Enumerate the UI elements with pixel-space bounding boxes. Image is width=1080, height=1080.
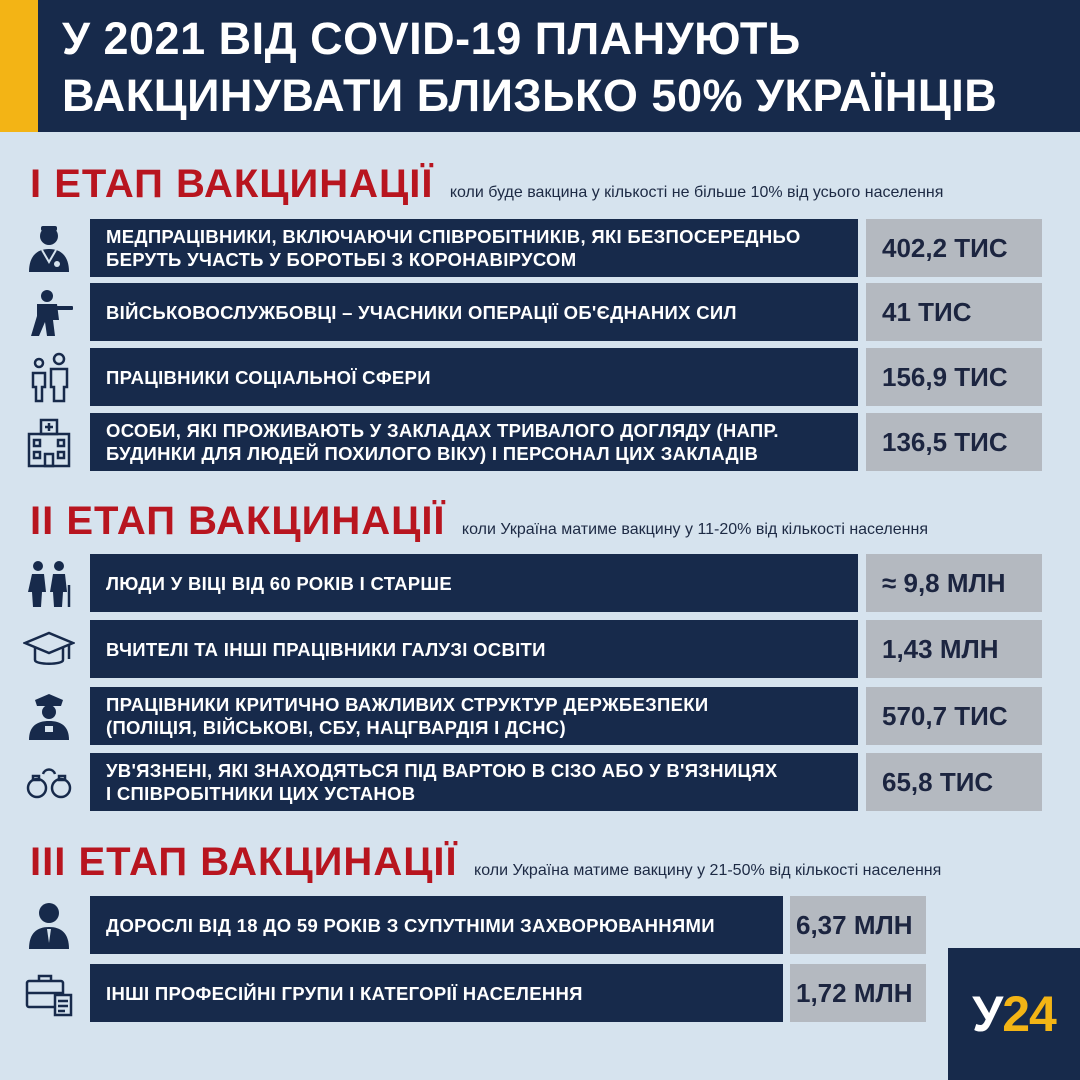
police-officer-icon [20, 689, 78, 743]
stage-1-note: коли буде вакцина у кількості не більше 10% від усього населення [449, 184, 944, 201]
stage-1-row-1 [0, 219, 1080, 277]
stage-1-title: І ЕТАП ВАКЦИНАЦІЇ [30, 162, 434, 206]
row-label-line-1: ДОРОСЛІ ВІД 18 ДО 59 РОКІВ З СУПУТНІМИ ЗАХВОРЮВАННЯМИ [106, 914, 715, 936]
row-label [90, 283, 858, 341]
header-banner [0, 0, 1080, 132]
u24-logo [948, 948, 1080, 1080]
stage-2-row-3 [0, 687, 1080, 745]
stage-2-note: коли Україна матиме вакцину у 11-20% від кількості населення [461, 521, 928, 538]
row-value: ≈ 9,8 МЛН [866, 554, 1042, 612]
logo-number: 24 [1002, 986, 1056, 1042]
stage-3-heading [30, 840, 941, 892]
stage-3-title: ІІІ ЕТАП ВАКЦИНАЦІЇ [30, 840, 458, 884]
stage-1-heading [30, 162, 943, 214]
hospital-building-icon [20, 415, 78, 469]
row-label-line-2: БУДИНКИ ДЛЯ ЛЮДЕЙ ПОХИЛОГО ВІКУ) І ПЕРСОНАЛ ЦИХ ЗАКЛАДІВ [106, 443, 759, 464]
row-label [90, 413, 858, 471]
elderly-couple-icon [20, 556, 78, 610]
stage-2-heading [30, 499, 928, 551]
row-label [90, 687, 858, 745]
row-value: 65,8 ТИС [866, 753, 1042, 811]
row-value: 1,43 МЛН [866, 620, 1042, 678]
stage-2-row-2 [0, 620, 1080, 678]
stage-1-row-2 [0, 283, 1080, 341]
stage-1-row-3 [0, 348, 1080, 406]
row-label-line-1: УВ'ЯЗНЕНІ, ЯКІ ЗНАХОДЯТЬСЯ ПІД ВАРТОЮ В СІЗО АБО У В'ЯЗНИЦЯХ [106, 760, 778, 781]
stage-2-row-1 [0, 554, 1080, 612]
row-label [90, 219, 858, 277]
stage-3-row-1 [0, 896, 1080, 954]
row-label [90, 620, 858, 678]
row-label-line-1: ВІЙСЬКОВОСЛУЖБОВЦІ – УЧАСНИКИ ОПЕРАЦІЇ ОБ'ЄДНАНИХ СИЛ [106, 301, 737, 323]
page-title-line-1: У 2021 ВІД COVID-19 ПЛАНУЮТЬ [62, 13, 801, 64]
page-title [62, 10, 1062, 124]
row-value: 6,37 МЛН [790, 896, 926, 954]
row-label [90, 554, 858, 612]
row-label-line-1: МЕДПРАЦІВНИКИ, ВКЛЮЧАЮЧИ СПІВРОБІТНИКІВ, ЯКІ БЕЗПОСЕРЕДНЬО [106, 226, 801, 247]
row-label [90, 348, 858, 406]
stage-3-row-2 [0, 964, 1080, 1022]
graduation-cap-icon [20, 622, 78, 676]
row-label [90, 896, 783, 954]
row-label [90, 964, 783, 1022]
row-label-line-1: ЛЮДИ У ВІЦІ ВІД 60 РОКІВ І СТАРШЕ [106, 572, 452, 594]
row-value: 402,2 ТИС [866, 219, 1042, 277]
social-worker-icon [20, 350, 78, 404]
doctor-icon [20, 221, 78, 275]
row-label-line-1: ПРАЦІВНИКИ СОЦІАЛЬНОЇ СФЕРИ [106, 366, 431, 388]
row-label-line-1: ПРАЦІВНИКИ КРИТИЧНО ВАЖЛИВИХ СТРУКТУР ДЕРЖБЕЗПЕКИ [106, 694, 709, 715]
stage-2-title: ІІ ЕТАП ВАКЦИНАЦІЇ [30, 499, 446, 543]
stage-3-note: коли Україна матиме вакцину у 21-50% від кількості населення [474, 862, 942, 879]
adult-person-icon [20, 898, 78, 952]
row-label-line-1: ОСОБИ, ЯКІ ПРОЖИВАЮТЬ У ЗАКЛАДАХ ТРИВАЛОГО ДОГЛЯДУ (НАПР. [106, 420, 779, 441]
row-value: 156,9 ТИС [866, 348, 1042, 406]
row-value: 1,72 МЛН [790, 964, 926, 1022]
row-label-line-1: ВЧИТЕЛІ ТА ІНШІ ПРАЦІВНИКИ ГАЛУЗІ ОСВІТИ [106, 638, 546, 660]
header-accent-bar [0, 0, 38, 132]
briefcase-document-icon [20, 966, 78, 1020]
row-label [90, 753, 858, 811]
page-title-line-2: ВАКЦИНУВАТИ БЛИЗЬКО 50% УКРАЇНЦІВ [62, 70, 998, 121]
row-value: 41 ТИС [866, 283, 1042, 341]
stage-1-row-4 [0, 413, 1080, 471]
handcuffs-icon [20, 755, 78, 809]
row-label-line-2: БЕРУТЬ УЧАСТЬ У БОРОТЬБІ З КОРОНАВІРУСОМ [106, 249, 577, 270]
row-label-line-2: І СПІВРОБІТНИКИ ЦИХ УСТАНОВ [106, 783, 416, 804]
logo-letter: У [972, 986, 1003, 1042]
row-value: 136,5 ТИС [866, 413, 1042, 471]
row-label-line-2: (ПОЛІЦІЯ, ВІЙСЬКОВІ, СБУ, НАЦГВАРДІЯ І ДСНС) [106, 717, 566, 738]
row-label-line-1: ІНШІ ПРОФЕСІЙНІ ГРУПИ І КАТЕГОРІЇ НАСЕЛЕННЯ [106, 982, 583, 1004]
stage-2-row-4 [0, 753, 1080, 811]
row-value: 570,7 ТИС [866, 687, 1042, 745]
soldier-icon [20, 285, 78, 339]
